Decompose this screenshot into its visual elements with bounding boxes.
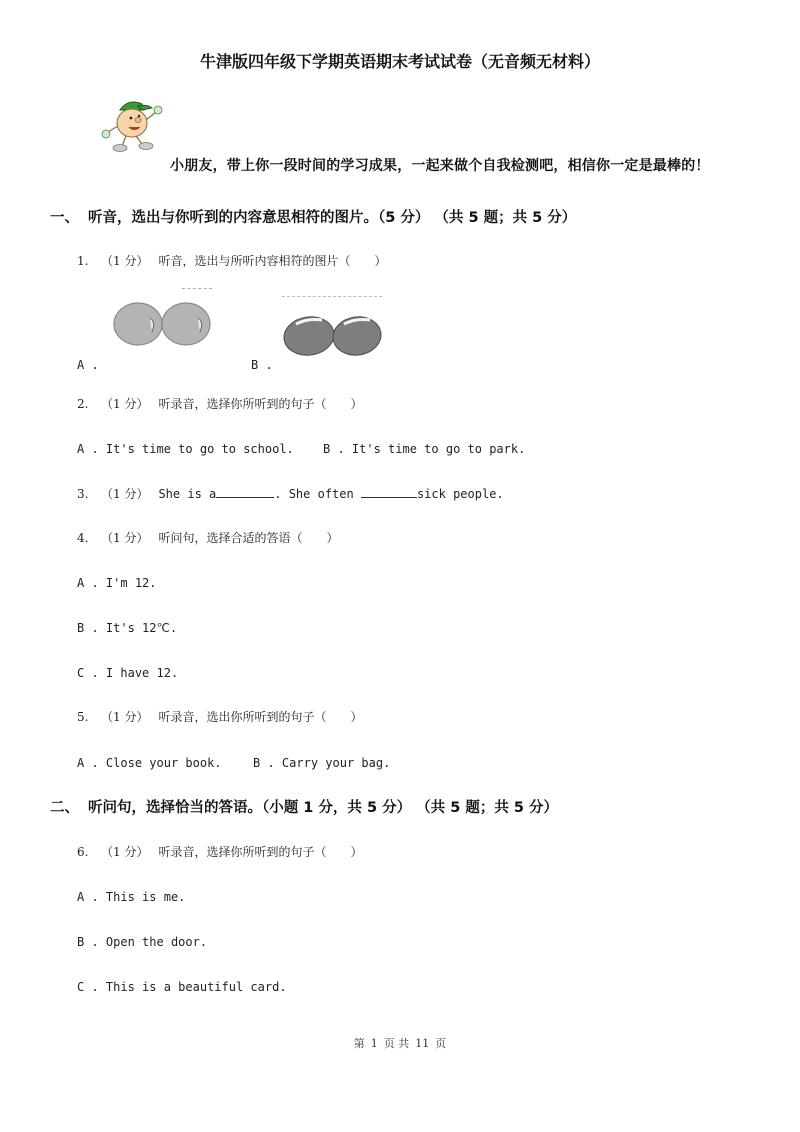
question-3 (77, 485, 504, 502)
option-text: Close your book. (105, 756, 222, 770)
question-number: 5. (77, 710, 89, 724)
option-label: B . (323, 442, 345, 456)
footer-prefix: 第 (353, 1037, 365, 1050)
blank-input-2[interactable] (361, 487, 417, 498)
total-pages: 11 (415, 1037, 430, 1050)
question-prompt: 听音，选出与所听内容相符的图片（ ） (158, 254, 387, 268)
question-prompt: 听问句，选择合适的答语（ ） (158, 531, 339, 545)
option-text: This is me. (105, 890, 186, 904)
option-label: A . (77, 890, 99, 904)
option-label: A . (77, 576, 99, 590)
question-score: （1 分） (101, 254, 149, 268)
option-text: I'm 12. (105, 576, 157, 590)
section-title: 听音，选出与你听到的内容意思相符的图片。（5 分） （共 5 题；共 5 分） (88, 210, 577, 226)
option-text: This is a beautiful card. (105, 980, 287, 994)
section-number: 一、 (50, 210, 79, 226)
q5-option-b[interactable] (253, 756, 390, 770)
option-label: B . (77, 621, 99, 635)
question-prompt: 听录音，选出你所听到的句子（ ） (158, 710, 363, 724)
option-text: I have 12. (105, 666, 179, 680)
q4-option-a[interactable] (77, 576, 157, 590)
option-label: B . (77, 935, 99, 949)
q6-option-a[interactable] (77, 890, 185, 904)
question-1 (77, 252, 386, 269)
question-score: （1 分） (101, 710, 149, 724)
option-text: It's time to go to school. (105, 442, 294, 456)
image-a-dash-decoration (182, 288, 212, 289)
option-label: A . (77, 358, 99, 372)
question-2 (77, 395, 362, 412)
footer-suffix: 页 (435, 1037, 447, 1050)
question-score: （1 分） (101, 397, 149, 411)
option-label: C . (77, 666, 99, 680)
section-heading-2 (50, 796, 558, 817)
section-heading-1 (50, 206, 576, 227)
page-footer (0, 1035, 800, 1051)
q1-option-b[interactable] (251, 358, 273, 372)
question-prompt-part-3: sick people. (416, 487, 504, 501)
option-text: Open the door. (105, 935, 208, 949)
q2-option-a[interactable] (77, 442, 294, 456)
question-number: 4. (77, 531, 89, 545)
question-score: （1 分） (101, 487, 149, 501)
current-page-number: 1 (370, 1037, 378, 1050)
cartoon-boy-mascot-icon (98, 96, 168, 156)
option-b-image-dark-beans-icon (282, 312, 384, 358)
option-text: It's 12℃. (105, 621, 178, 635)
question-number: 3. (77, 487, 89, 501)
image-b-dash-decoration (282, 296, 382, 297)
question-5 (77, 708, 362, 725)
option-label: B . (253, 756, 275, 770)
question-4 (77, 529, 338, 546)
q1-option-a[interactable] (77, 358, 99, 372)
section-title: 听问句，选择恰当的答语。（小题 1 分，共 5 分） （共 5 题；共 5 分） (88, 800, 559, 816)
q6-option-c[interactable] (77, 980, 287, 994)
question-score: （1 分） (101, 531, 149, 545)
footer-mid: 页 共 (383, 1037, 410, 1050)
question-prompt-part-1: She is a (158, 487, 217, 501)
option-label: A . (77, 442, 99, 456)
option-label: A . (77, 756, 99, 770)
question-prompt: 听录音，选择你所听到的句子（ ） (158, 845, 363, 859)
question-6 (77, 843, 362, 860)
question-number: 2. (77, 397, 89, 411)
question-number: 6. (77, 845, 89, 859)
blank-input-1[interactable] (216, 487, 274, 498)
option-label: C . (77, 980, 99, 994)
option-text: Carry your bag. (281, 756, 391, 770)
question-number: 1. (77, 254, 89, 268)
option-text: It's time to go to park. (351, 442, 526, 456)
document-title: 牛津版四年级下学期英语期末考试试卷（无音频无材料） (199, 52, 600, 71)
option-label: B . (251, 358, 273, 372)
q4-option-b[interactable] (77, 621, 177, 635)
question-prompt: 听录音，选择你所听到的句子（ ） (158, 397, 363, 411)
q2-option-b[interactable] (323, 442, 525, 456)
section-number: 二、 (50, 800, 79, 816)
encouragement-text: 小朋友，带上你一段时间的学习成果，一起来做个自我检测吧，相信你一定是最棒的！ (170, 158, 710, 174)
question-score: （1 分） (101, 845, 149, 859)
q6-option-b[interactable] (77, 935, 207, 949)
q4-option-c[interactable] (77, 666, 178, 680)
question-prompt-part-2: . She often (274, 487, 361, 501)
q5-option-a[interactable] (77, 756, 222, 770)
option-a-image-light-beans-icon (112, 300, 214, 348)
